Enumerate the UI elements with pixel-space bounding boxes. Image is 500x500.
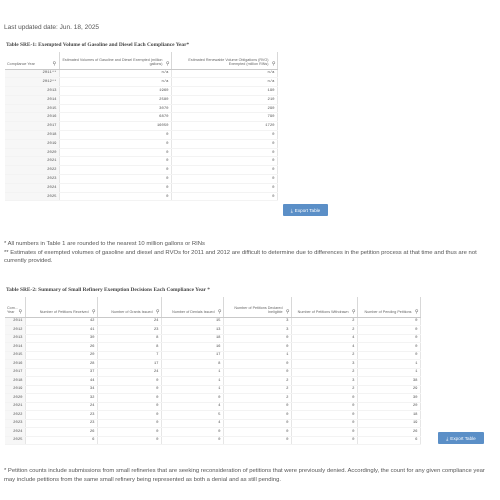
table-row — [5, 95, 277, 104]
table-cell: 0 — [223, 419, 291, 428]
table-cell: 2023 — [5, 419, 25, 428]
table-cell: 0 — [59, 157, 171, 166]
table-cell: 0 — [357, 351, 420, 360]
table-row — [5, 175, 277, 184]
table-cell: 290 — [171, 104, 277, 113]
table-cell: 2 — [291, 368, 357, 377]
table-row — [5, 377, 420, 386]
table-cell: 0 — [59, 183, 171, 192]
table-cell: 24 — [97, 368, 161, 377]
table-cell: 13 — [161, 326, 223, 335]
table-cell: 16 — [161, 343, 223, 352]
table-cell: n/a — [59, 69, 171, 78]
table-cell: 0 — [171, 192, 277, 201]
search-icon[interactable]: ⚲ — [18, 308, 23, 315]
table-body — [5, 317, 420, 445]
search-icon[interactable]: ⚲ — [52, 60, 57, 67]
column-header-label: Estimated Renewable Volume Obligations (RVO) Exempted (million RINs) — [188, 58, 269, 67]
column-header[interactable] — [223, 297, 291, 317]
table1-title: Table SRE-1: Exempted Volume of Gasoline and Diesel Each Compliance Year* — [6, 42, 190, 48]
table-row — [5, 78, 277, 87]
table-cell: 2024 — [5, 428, 25, 437]
column-header-label: Com... Year — [7, 306, 18, 315]
table-cell: 4 — [161, 419, 223, 428]
last-updated-date: Last updated date: Jun. 18, 2025 — [4, 24, 100, 31]
column-header[interactable] — [25, 297, 97, 317]
table-cell: 2019 — [5, 385, 25, 394]
table-cell: 32 — [25, 394, 97, 403]
table-cell: 3 — [291, 360, 357, 369]
table-cell: 0 — [223, 334, 291, 343]
table-cell: 8 — [97, 343, 161, 352]
table-cell: 1 — [161, 385, 223, 394]
table-cell: 26 — [357, 428, 420, 437]
table-cell: 23 — [97, 326, 161, 335]
table-row — [5, 428, 420, 437]
table-row — [5, 122, 277, 131]
table-cell: 37 — [25, 368, 97, 377]
table-cell: 0 — [291, 436, 357, 445]
table-cell: 0 — [291, 402, 357, 411]
table-cell: 2 — [223, 377, 291, 386]
table-cell: 0 — [97, 402, 161, 411]
table-cell: 0 — [171, 148, 277, 157]
table-cell: 2023 — [5, 175, 59, 184]
table-cell: 2580 — [59, 95, 171, 104]
table-row — [5, 368, 420, 377]
search-icon[interactable]: ⚲ — [91, 308, 96, 315]
table-cell: 0 — [161, 428, 223, 437]
footnote: ** Estimates of exempted volumes of gasoline and diesel and RVOs for 2011 and 2012 are difficult to determine due to differences in the petition process at that time and thus are not currently provided. — [4, 249, 477, 265]
table-cell: 0 — [97, 419, 161, 428]
table-cell: 1720 — [171, 122, 277, 131]
table-cell: 23 — [25, 419, 97, 428]
table1-notes — [4, 240, 492, 266]
table-cell: 2015 — [5, 351, 25, 360]
table-row — [5, 419, 420, 428]
table-row — [5, 87, 277, 96]
table-cell: 29 — [357, 385, 420, 394]
table-cell: 0 — [59, 148, 171, 157]
table-row — [5, 104, 277, 113]
table-cell: 0 — [291, 411, 357, 420]
column-header[interactable] — [357, 297, 420, 317]
table-header-row — [5, 297, 420, 317]
table-cell: 2024 — [5, 183, 59, 192]
table-cell: 2012 — [5, 326, 25, 335]
table-cell: 2016 — [5, 113, 59, 122]
table-row — [5, 343, 420, 352]
table-row — [5, 411, 420, 420]
table-cell: 0 — [291, 428, 357, 437]
table-cell: 0 — [59, 192, 171, 201]
table-cell: 6870 — [59, 113, 171, 122]
table-cell: 1 — [161, 368, 223, 377]
table-row — [5, 166, 277, 175]
table-cell: 20 — [357, 402, 420, 411]
table-cell: 0 — [171, 166, 277, 175]
table-cell: 4 — [291, 334, 357, 343]
table-cell: 2022 — [5, 411, 25, 420]
table-cell: 1 — [161, 377, 223, 386]
table-row — [5, 113, 277, 122]
table-cell: 28 — [25, 360, 97, 369]
table-body — [5, 69, 277, 201]
table-cell: 20 — [25, 351, 97, 360]
table-cell: 17 — [97, 360, 161, 369]
table-cell: 0 — [223, 343, 291, 352]
search-icon[interactable]: ⚲ — [217, 308, 222, 315]
table-cell: 1 — [357, 368, 420, 377]
table-cell: 2014 — [5, 343, 25, 352]
table-cell: 30 — [25, 334, 97, 343]
column-header-label: Number of Pending Petitions — [364, 310, 412, 315]
export-table-button[interactable] — [438, 432, 484, 444]
table-row — [5, 436, 420, 445]
table-cell: 24 — [25, 402, 97, 411]
table-cell: 18 — [161, 334, 223, 343]
table-row — [5, 139, 277, 148]
search-icon[interactable]: ⚲ — [155, 308, 160, 315]
table-cell: 0 — [357, 334, 420, 343]
table-cell: 0 — [97, 428, 161, 437]
table-cell: 8 — [161, 360, 223, 369]
column-header-label: Compliance Year — [7, 62, 35, 67]
table-cell: 2 — [291, 326, 357, 335]
table-row — [5, 183, 277, 192]
table-cell: n/a — [171, 69, 277, 78]
table-cell: n/a — [171, 78, 277, 87]
table-cell: 2 — [223, 394, 291, 403]
table-cell: 26 — [25, 428, 97, 437]
table-row — [5, 360, 420, 369]
column-header[interactable] — [161, 297, 223, 317]
table-row — [5, 402, 420, 411]
column-header[interactable] — [5, 297, 25, 317]
table-cell: 0 — [171, 175, 277, 184]
column-header-label: Number of Denials Issued — [172, 310, 215, 315]
table-cell: 0 — [291, 394, 357, 403]
table-cell: 38 — [357, 377, 420, 386]
column-header[interactable] — [97, 297, 161, 317]
table2-notes — [4, 467, 492, 484]
column-header[interactable] — [5, 52, 59, 69]
column-header-label: Number of Grants Issued — [111, 310, 153, 315]
table-cell: 7 — [97, 351, 161, 360]
table-row — [5, 326, 420, 335]
table-cell: 2021 — [5, 157, 59, 166]
table-cell: 0 — [59, 131, 171, 140]
table-cell: 8 — [97, 334, 161, 343]
table-cell: 0 — [161, 394, 223, 403]
table-cell: 2 — [291, 385, 357, 394]
table-row — [5, 131, 277, 140]
column-header-label: Number of Petitions Declared Ineligible — [234, 306, 283, 315]
table-cell: 2013 — [5, 334, 25, 343]
exemption-decisions-table — [5, 297, 421, 445]
table-cell: 0 — [171, 131, 277, 140]
table-cell: 0 — [171, 183, 277, 192]
table-cell: 0 — [223, 411, 291, 420]
table-cell: 17 — [161, 351, 223, 360]
table-cell: 2 — [291, 351, 357, 360]
table-cell: 0 — [161, 436, 223, 445]
table-cell: 2011 — [5, 317, 25, 326]
table-row — [5, 385, 420, 394]
table-cell: 4 — [291, 343, 357, 352]
table-cell: 2018 — [5, 131, 59, 140]
table-header-row — [5, 52, 277, 69]
search-icon[interactable]: ⚲ — [285, 308, 290, 315]
table-cell: 0 — [291, 419, 357, 428]
table-cell: 0 — [59, 166, 171, 175]
table-cell: 18 — [357, 411, 420, 420]
table-cell: 3 — [223, 317, 291, 326]
table-cell: 34 — [25, 385, 97, 394]
search-icon[interactable]: ⚲ — [414, 308, 419, 315]
download-icon: ⤓ — [446, 435, 449, 441]
table-row — [5, 394, 420, 403]
export-table-button[interactable] — [283, 204, 328, 216]
table-cell: 2018 — [5, 377, 25, 386]
table-row — [5, 317, 420, 326]
table-cell: 2025 — [5, 192, 59, 201]
table-cell: 0 — [97, 411, 161, 420]
table-cell: 2020 — [5, 394, 25, 403]
table-cell: 0 — [97, 377, 161, 386]
table-cell: 0 — [357, 343, 420, 352]
table-cell: 2017 — [5, 122, 59, 131]
table-cell: 26 — [25, 343, 97, 352]
search-icon[interactable]: ⚲ — [351, 308, 356, 315]
export-button-label: Export Table — [450, 435, 476, 441]
table-cell: 44 — [25, 377, 97, 386]
table-cell: 15 — [161, 317, 223, 326]
table-cell: 0 — [97, 436, 161, 445]
table-cell: 2019 — [5, 139, 59, 148]
table-cell: 0 — [223, 428, 291, 437]
table-cell: 0 — [171, 157, 277, 166]
table-cell: 42 — [25, 317, 97, 326]
table-cell: 3070 — [59, 104, 171, 113]
table-cell: 790 — [171, 113, 277, 122]
column-header[interactable] — [171, 52, 277, 69]
column-header-label: Number of Petitions Withdrawn — [297, 310, 349, 315]
table-cell: 0 — [97, 394, 161, 403]
table-cell: 3 — [291, 377, 357, 386]
column-header[interactable] — [59, 52, 171, 69]
table-cell: 24 — [97, 317, 161, 326]
table-row — [5, 157, 277, 166]
table-cell: 1960 — [59, 87, 171, 96]
table-cell: 2011** — [5, 69, 59, 78]
table-cell: 2 — [223, 385, 291, 394]
table-cell: 2017 — [5, 368, 25, 377]
table-cell: 3 — [223, 326, 291, 335]
search-icon[interactable]: ⚲ — [271, 60, 276, 67]
table-cell: 19 — [357, 419, 420, 428]
table-row — [5, 148, 277, 157]
download-icon: ⤓ — [290, 207, 293, 213]
table-cell: 41 — [25, 326, 97, 335]
table-cell: 6 — [25, 436, 97, 445]
table-cell: 6 — [357, 436, 420, 445]
table-cell: 0 — [223, 368, 291, 377]
table-cell: 2013 — [5, 87, 59, 96]
table-cell: 5 — [161, 411, 223, 420]
column-header-label: Number of Petitions Received — [39, 310, 89, 315]
table-cell: 0 — [223, 436, 291, 445]
table-row — [5, 334, 420, 343]
table-row — [5, 351, 420, 360]
footnote: * Petition counts include submissions from small refineries that are seeking reconsideration of petitions that were previously denied. Accordingly, the count for any given compliance year may include petitions from the same small refinery being represented as both a denial and as still pending. — [4, 468, 485, 483]
table-cell: 0 — [357, 326, 420, 335]
table-cell: 2025 — [5, 436, 25, 445]
table-cell: 16050 — [59, 122, 171, 131]
exempted-volume-table — [5, 52, 278, 201]
table-cell: 2016 — [5, 360, 25, 369]
table-cell: 210 — [171, 95, 277, 104]
table-cell: 2012** — [5, 78, 59, 87]
column-header[interactable] — [291, 297, 357, 317]
table-cell: 190 — [171, 87, 277, 96]
table-cell: 0 — [171, 139, 277, 148]
table-cell: 0 — [59, 139, 171, 148]
export-button-label: Export Table — [294, 207, 321, 213]
table-cell: 23 — [25, 411, 97, 420]
column-header-label: Estimated Volumes of Gasoline and Diesel Exempted (million gallons) — [62, 58, 163, 67]
table-cell: 0 — [223, 360, 291, 369]
table-cell: 1 — [223, 351, 291, 360]
table-cell: 0 — [59, 175, 171, 184]
table-cell: 0 — [223, 402, 291, 411]
search-icon[interactable]: ⚲ — [165, 60, 170, 67]
table-cell: 2020 — [5, 148, 59, 157]
table2-title: Table SRE-2: Summary of Small Refinery Exemption Decisions Each Compliance Year * — [6, 287, 210, 293]
table-cell: 2021 — [5, 402, 25, 411]
table-cell: 2022 — [5, 166, 59, 175]
table-cell: 0 — [97, 385, 161, 394]
table-cell: 30 — [357, 394, 420, 403]
table-cell: 2015 — [5, 104, 59, 113]
table-cell: 2 — [291, 317, 357, 326]
table-cell: 0 — [357, 317, 420, 326]
table-row — [5, 69, 277, 78]
table-row — [5, 192, 277, 201]
table-cell: 2014 — [5, 95, 59, 104]
footnote: * All numbers in Table 1 are rounded to the nearest 10 million gallons or RINs — [4, 241, 205, 247]
table-cell: 1 — [357, 360, 420, 369]
table-cell: n/a — [59, 78, 171, 87]
table-cell: 4 — [161, 402, 223, 411]
